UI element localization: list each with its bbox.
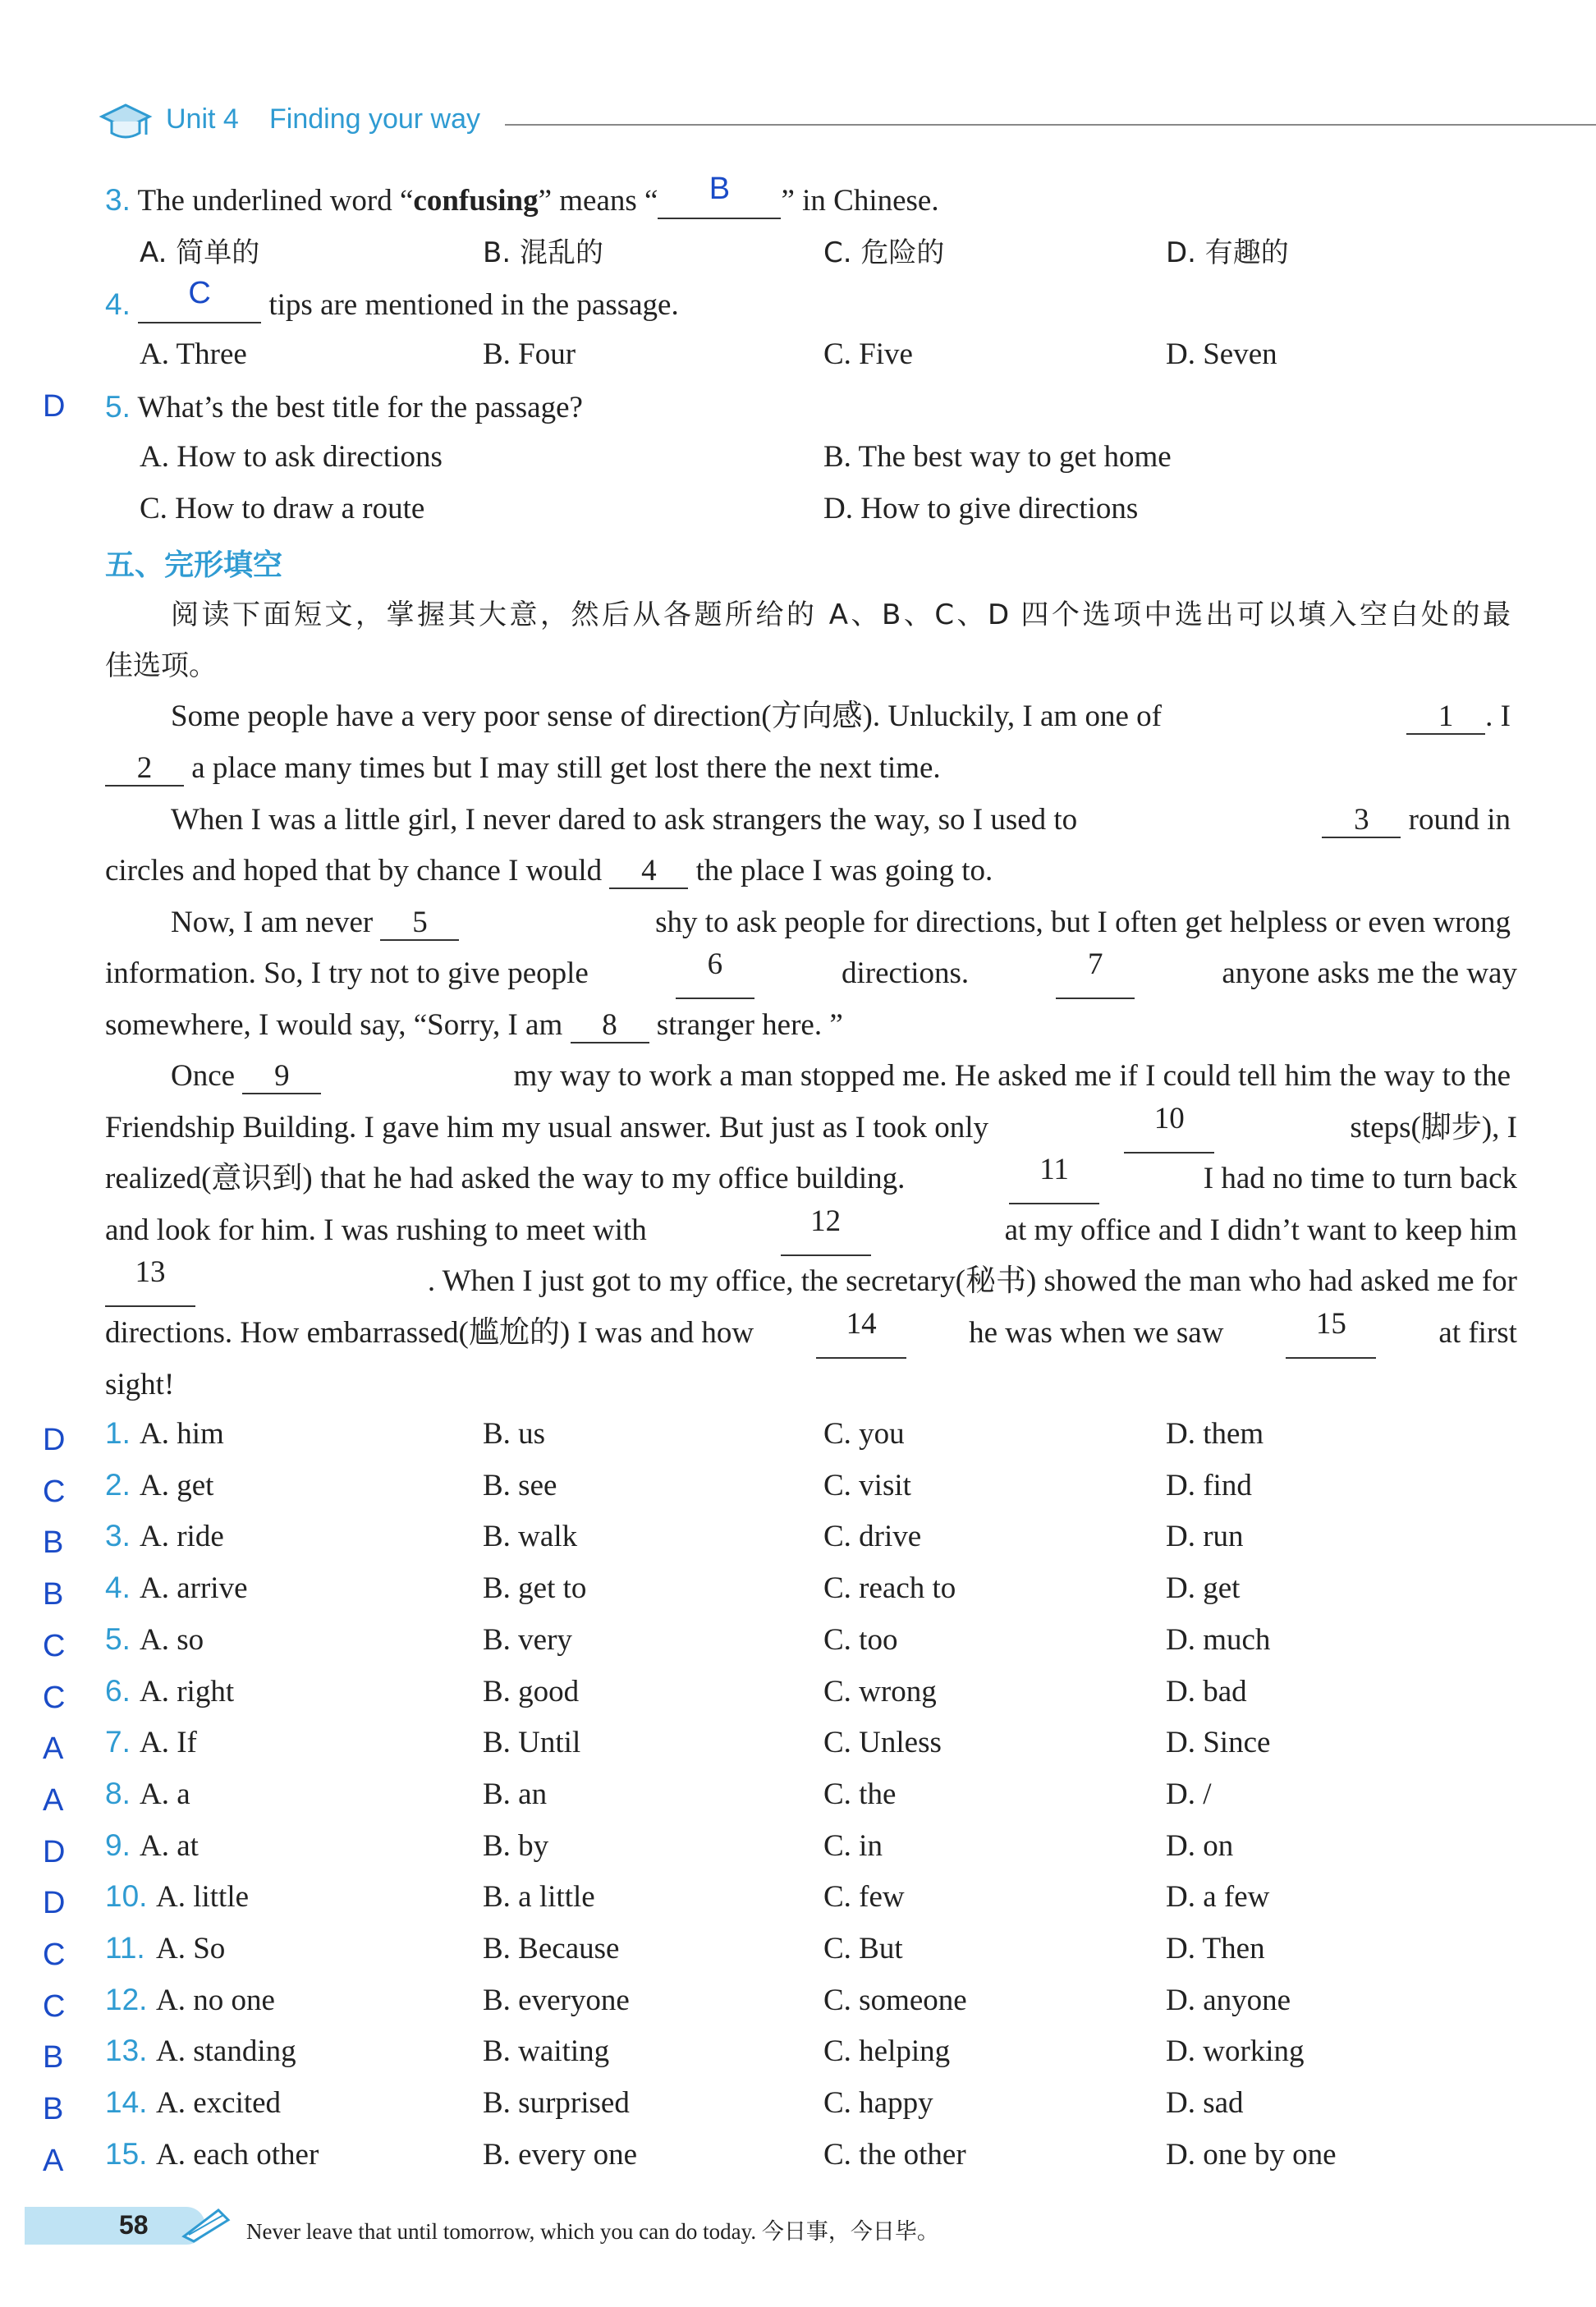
unit-label: Unit 4 bbox=[166, 103, 239, 135]
cloze-option-a: A. a bbox=[140, 1777, 190, 1811]
question-number: 3. bbox=[105, 183, 131, 217]
cloze-option-d: D. find bbox=[1166, 1469, 1252, 1502]
handwritten-mark: A bbox=[43, 1783, 64, 1818]
blank-15: 15 bbox=[1286, 1308, 1376, 1359]
section-instruction: 阅读下面短文，掌握其大意，然后从各题所给的 A、B、C、D 四个选项中选出可以填入空白处的最 bbox=[171, 599, 1511, 631]
cloze-option-a: A. get bbox=[140, 1469, 214, 1502]
cloze-question-number: 5. bbox=[105, 1622, 131, 1656]
cloze-question-number: 6. bbox=[105, 1674, 131, 1708]
page-number-tab bbox=[25, 2207, 205, 2245]
handwritten-mark: B bbox=[43, 2040, 64, 2075]
cloze-option-b: B. an bbox=[483, 1777, 548, 1811]
cloze-option-c: C. too bbox=[823, 1623, 898, 1657]
cloze-option-c: C. wrong bbox=[823, 1675, 937, 1708]
footer-motto: Never leave that until tomorrow, which you can do today. 今日事，今日毕。 bbox=[246, 2219, 939, 2244]
cloze-option-b: B. see bbox=[483, 1469, 557, 1502]
blank-14: 14 bbox=[816, 1308, 906, 1359]
cloze-option-d: D. much bbox=[1166, 1623, 1271, 1657]
page-number: 58 bbox=[119, 2210, 149, 2240]
cloze-option-b: B. very bbox=[483, 1623, 572, 1657]
cloze-option-d: D. Since bbox=[1166, 1726, 1271, 1759]
cloze-option-a: A. right bbox=[140, 1675, 235, 1708]
cloze-option-b: B. Because bbox=[483, 1932, 620, 1965]
question-4: 4. C tips are mentioned in the passage. bbox=[105, 276, 679, 322]
cloze-option-a: A. at bbox=[140, 1829, 199, 1863]
cloze-option-a: A. arrive bbox=[140, 1571, 248, 1605]
cloze-option-b: B. waiting bbox=[483, 2034, 610, 2068]
question-3: 3. The underlined word “confusing” means “ B ” in Chinese. bbox=[105, 172, 939, 218]
cloze-question-number: 14. bbox=[105, 2085, 148, 2119]
cloze-question-number: 2. bbox=[105, 1468, 131, 1502]
cloze-option-b: B. everyone bbox=[483, 1984, 630, 2017]
handwritten-mark: B bbox=[43, 2092, 64, 2126]
handwritten-mark: B bbox=[43, 1525, 64, 1560]
blank-1: 1 bbox=[1406, 700, 1485, 735]
cloze-option-c: C. Unless bbox=[823, 1726, 942, 1759]
option-b: B. 混乱的 bbox=[483, 236, 603, 269]
cloze-option-d: D. them bbox=[1166, 1417, 1264, 1451]
cloze-option-c: C. in bbox=[823, 1829, 883, 1863]
cloze-option-d: D. Then bbox=[1166, 1932, 1265, 1965]
workbook-page: Unit 4 Finding your way 3. The underlined word “confusing” means “ B ” in Chinese. A. 简单的 B. 混乱的 C. 危险的 D. 有趣的 4. C tips are mentioned in the passage. A. Three B. Four C. Five D. Seven D 5. What’s the best title for the passage? A. How to ask directions B. The best way to get home C. How to draw a route D. How to give directions 五、完形填空 阅读下面短文，掌握其大意，然后从各题所给的 A、B、C、D 四个选项中选出可以填入空白处的最 佳选项。 Some people have a very poor sense of direction(方向感). Unluckily, I am one of 1 . I 2 a place many times but I may still get lost there the next time. When I was a little girl, I never dared to ask strangers the way, so I used to 3 round in circles and hoped that by chance I would 4 the place I was going to. Now, I am never 5 shy to ask people for directions, but I often get helpless or even wrong information. So, I try not to give people 6 directions. 7 anyone asks me the way somewhere, I would say, “Sorry, I am 8 stranger here. ” Once 9 my way to work a man stopped me. He asked me if I could tell him the way to the Friendship Building. I gave him my usual answer. But just as I took only 10 steps(脚步), I realized(意识到) that he had asked the way to my office building. 11 I had no time to turn back and look for him. I was rushing to meet with 12 at my office and I didn’t want to keep him 13 . When I just got to my office, the secretary(秘书) showed the man who had asked me for directions. How embarrassed(尴尬的) I was and how 14 he was when we saw 15 at first sight! D 1. A. him B. us C. you D. them C 2. A. get B. see C. visit D. find B 3. A. ride B. walk C. drive D. run B 4. A. arrive B. get to C. reach to D. get C 5. A. so B. very C. too D. much C 6. A. right B. good C. wrong D. bad A 7. A. If B. Until C. Unless D. Since A 8. A. a B. an C. the D. / D 9. A. at B. by C. in D. on D 10. A. little B. a little C. few D. a few C 11. A. So B. Because C. But D. Then C 12. A. no one B. everyone C. someone D. anyone B 13. A. standing B. waiting C. helping D. working B 14. A. excited B. surprised C. happy D. sad A 15. A. each other B. every one C. the other D. one by one 58 Never leave that until tomorrow, which you can do today. 今日事，今日毕。 bbox=[0, 0, 1596, 2307]
page-footer bbox=[25, 2200, 1568, 2250]
cloze-option-c: C. the other bbox=[823, 2138, 966, 2172]
cloze-option-a: A. ride bbox=[140, 1520, 224, 1553]
cloze-question-number: 15. bbox=[105, 2137, 148, 2171]
blank-8: 8 bbox=[571, 1009, 649, 1043]
handwritten-mark: C bbox=[43, 1681, 66, 1715]
blank-6: 6 bbox=[676, 948, 754, 999]
cloze-option-a: A. no one bbox=[156, 1984, 275, 2017]
cloze-option-d: D. get bbox=[1166, 1571, 1241, 1605]
cloze-question-number: 8. bbox=[105, 1777, 131, 1810]
cloze-option-a: A. so bbox=[140, 1623, 204, 1657]
blank-12: 12 bbox=[781, 1205, 871, 1256]
cloze-option-c: C. But bbox=[823, 1932, 903, 1965]
handwritten-mark: D bbox=[43, 389, 66, 424]
cloze-question-number: 9. bbox=[105, 1828, 131, 1862]
blank-3: 3 bbox=[1322, 804, 1401, 838]
blank-4: 4 bbox=[609, 855, 688, 889]
cloze-option-c: C. you bbox=[823, 1417, 905, 1451]
cloze-option-d: D. one by one bbox=[1166, 2138, 1337, 2172]
cloze-option-d: D. working bbox=[1166, 2034, 1305, 2068]
cloze-option-b: B. walk bbox=[483, 1520, 578, 1553]
handwritten-mark: C bbox=[43, 1475, 66, 1509]
cloze-option-a: A. standing bbox=[156, 2034, 296, 2068]
cloze-question-number: 11. bbox=[105, 1931, 145, 1965]
cloze-option-c: C. reach to bbox=[823, 1571, 956, 1605]
cloze-option-b: B. every one bbox=[483, 2138, 638, 2172]
cloze-question-number: 1. bbox=[105, 1416, 131, 1450]
handwritten-mark: D bbox=[43, 1423, 66, 1457]
blank-13: 13 bbox=[105, 1256, 195, 1307]
cloze-option-d: D. a few bbox=[1166, 1880, 1270, 1914]
handwritten-mark: D bbox=[43, 1835, 66, 1869]
cloze-option-a: A. little bbox=[156, 1880, 250, 1914]
cloze-option-c: C. visit bbox=[823, 1469, 911, 1502]
underlined-word: confusing bbox=[413, 184, 539, 218]
section-title: 五、完形填空 bbox=[105, 548, 283, 582]
cloze-option-d: D. / bbox=[1166, 1777, 1212, 1811]
handwritten-mark: A bbox=[43, 1731, 64, 1766]
cloze-option-d: D. bad bbox=[1166, 1675, 1247, 1708]
cloze-option-d: D. on bbox=[1166, 1829, 1234, 1863]
handwritten-mark: C bbox=[43, 1629, 66, 1663]
handwritten-mark: B bbox=[43, 1577, 64, 1612]
cloze-question-number: 4. bbox=[105, 1571, 131, 1604]
page-header bbox=[99, 99, 1511, 148]
cloze-option-c: C. few bbox=[823, 1880, 905, 1914]
blank-7: 7 bbox=[1056, 948, 1135, 999]
cloze-option-c: C. happy bbox=[823, 2086, 933, 2120]
graduation-cap-icon bbox=[99, 99, 153, 144]
handwritten-mark: C bbox=[43, 1938, 66, 1972]
cloze-option-d: D. anyone bbox=[1166, 1984, 1291, 2017]
handwritten-mark: A bbox=[43, 2144, 64, 2178]
cloze-option-b: B. get to bbox=[483, 1571, 587, 1605]
answer-blank bbox=[658, 172, 781, 219]
option-a: A. 简单的 bbox=[140, 236, 260, 269]
blank-10: 10 bbox=[1124, 1103, 1214, 1154]
cloze-option-a: A. each other bbox=[156, 2138, 319, 2172]
cloze-option-b: B. surprised bbox=[483, 2086, 630, 2120]
cloze-question-number: 13. bbox=[105, 2034, 148, 2067]
header-rule bbox=[505, 124, 1596, 126]
cloze-option-a: A. If bbox=[140, 1726, 197, 1759]
blank-11: 11 bbox=[1009, 1154, 1099, 1204]
blank-2: 2 bbox=[105, 752, 184, 787]
handwritten-mark: D bbox=[43, 1886, 66, 1920]
option-c: C. 危险的 bbox=[823, 236, 945, 269]
blank-9: 9 bbox=[242, 1060, 321, 1094]
cloze-option-c: C. drive bbox=[823, 1520, 922, 1553]
cloze-question-number: 10. bbox=[105, 1879, 148, 1913]
cloze-option-a: A. him bbox=[140, 1417, 224, 1451]
handwritten-mark: C bbox=[43, 1989, 66, 2024]
cloze-question-number: 12. bbox=[105, 1983, 148, 2016]
cloze-option-d: D. sad bbox=[1166, 2086, 1244, 2120]
cloze-option-b: B. by bbox=[483, 1829, 549, 1863]
unit-title: Finding your way bbox=[269, 103, 481, 135]
pencil-icon bbox=[181, 2204, 238, 2245]
section-instruction-2: 佳选项。 bbox=[105, 649, 217, 682]
cloze-question-number: 7. bbox=[105, 1725, 131, 1759]
cloze-option-b: B. a little bbox=[483, 1880, 595, 1914]
cloze-option-b: B. Until bbox=[483, 1726, 581, 1759]
cloze-option-c: C. the bbox=[823, 1777, 897, 1811]
cloze-option-d: D. run bbox=[1166, 1520, 1244, 1553]
handwritten-answer: B bbox=[709, 172, 731, 206]
answer-blank: C bbox=[138, 288, 261, 323]
cloze-option-c: C. helping bbox=[823, 2034, 951, 2068]
cloze-option-a: A. So bbox=[156, 1932, 226, 1965]
question-5: 5. What’s the best title for the passage? bbox=[105, 390, 583, 424]
blank-5: 5 bbox=[380, 906, 459, 941]
cloze-question-number: 3. bbox=[105, 1519, 131, 1553]
cloze-option-b: B. us bbox=[483, 1417, 546, 1451]
option-d: D. 有趣的 bbox=[1166, 236, 1289, 269]
cloze-option-b: B. good bbox=[483, 1675, 580, 1708]
cloze-option-a: A. excited bbox=[156, 2086, 282, 2120]
cloze-option-c: C. someone bbox=[823, 1984, 967, 2017]
